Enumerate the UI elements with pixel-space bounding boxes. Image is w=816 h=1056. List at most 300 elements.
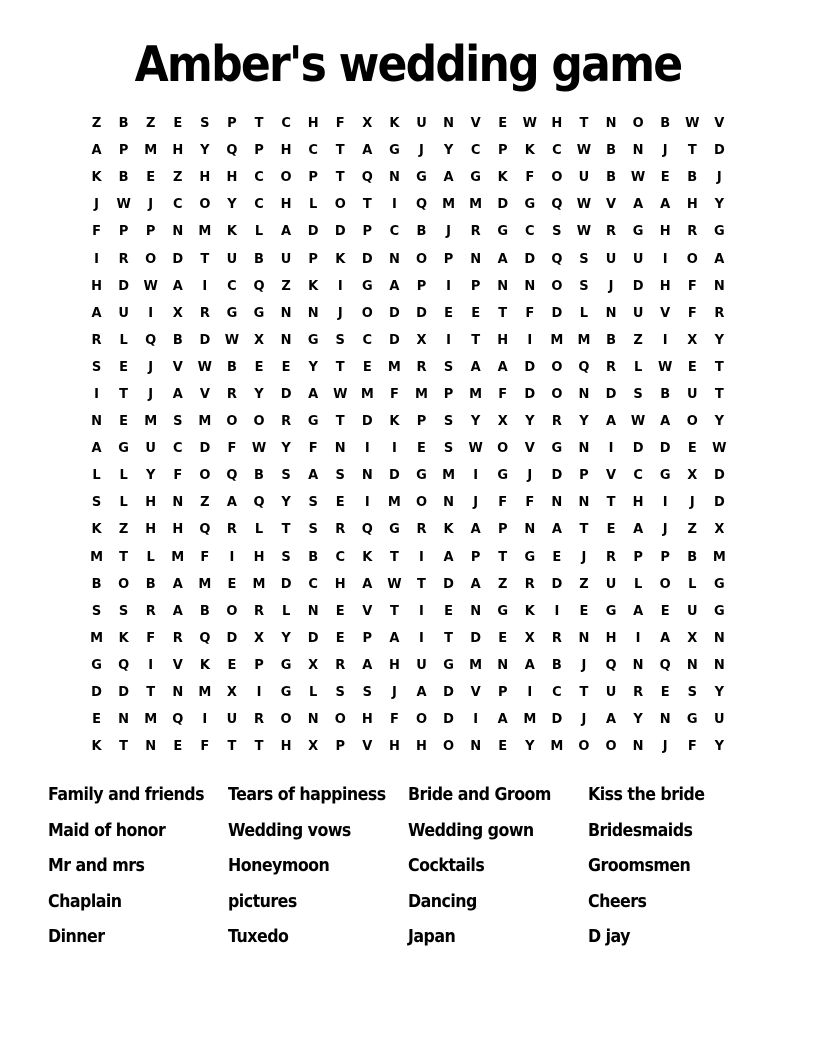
- grid-letter[interactable]: O: [686, 414, 698, 430]
- grid-letter[interactable]: G: [226, 305, 238, 321]
- grid-letter[interactable]: F: [146, 630, 156, 646]
- grid-letter[interactable]: O: [686, 251, 698, 267]
- grid-letter[interactable]: X: [687, 468, 698, 484]
- grid-letter[interactable]: I: [364, 441, 370, 457]
- grid-letter[interactable]: D: [226, 630, 238, 646]
- grid-letter[interactable]: Z: [145, 116, 156, 132]
- grid-letter[interactable]: E: [687, 359, 697, 375]
- grid-letter[interactable]: U: [714, 712, 725, 728]
- grid-letter[interactable]: S: [633, 386, 643, 402]
- grid-letter[interactable]: R: [254, 712, 265, 728]
- grid-letter[interactable]: P: [633, 549, 643, 565]
- grid-letter[interactable]: I: [473, 712, 479, 728]
- grid-letter[interactable]: D: [524, 251, 536, 267]
- grid-letter[interactable]: G: [714, 603, 725, 619]
- grid-letter[interactable]: E: [498, 739, 508, 755]
- grid-letter[interactable]: N: [551, 495, 563, 511]
- grid-letter[interactable]: I: [662, 495, 668, 511]
- grid-letter[interactable]: N: [118, 712, 130, 728]
- grid-letter[interactable]: R: [551, 630, 562, 646]
- grid-letter[interactable]: J: [148, 359, 154, 375]
- grid-letter[interactable]: O: [551, 386, 563, 402]
- grid-letter[interactable]: A: [172, 386, 183, 402]
- grid-letter[interactable]: P: [497, 685, 508, 701]
- grid-letter[interactable]: G: [632, 224, 644, 240]
- grid-letter[interactable]: C: [525, 224, 535, 240]
- grid-letter[interactable]: O: [443, 739, 455, 755]
- grid-letter[interactable]: U: [632, 251, 644, 267]
- grid-letter[interactable]: N: [470, 739, 482, 755]
- grid-letter[interactable]: R: [91, 332, 102, 348]
- grid-letter[interactable]: R: [254, 603, 265, 619]
- grid-letter[interactable]: N: [605, 305, 617, 321]
- grid-letter[interactable]: T: [498, 305, 508, 321]
- grid-letter[interactable]: E: [146, 170, 156, 186]
- grid-letter[interactable]: N: [145, 739, 157, 755]
- grid-letter[interactable]: N: [713, 630, 725, 646]
- grid-letter[interactable]: S: [552, 224, 562, 240]
- grid-letter[interactable]: S: [308, 495, 318, 511]
- grid-letter[interactable]: D: [389, 468, 400, 484]
- grid-letter[interactable]: R: [524, 576, 535, 592]
- grid-letter[interactable]: O: [605, 739, 617, 755]
- grid-letter[interactable]: E: [660, 685, 670, 701]
- grid-letter[interactable]: D: [443, 576, 454, 592]
- grid-letter[interactable]: G: [307, 414, 319, 430]
- grid-letter[interactable]: M: [90, 630, 103, 646]
- grid-letter[interactable]: S: [173, 414, 183, 430]
- grid-letter[interactable]: T: [146, 685, 156, 701]
- grid-letter[interactable]: O: [497, 441, 509, 457]
- grid-letter[interactable]: S: [443, 359, 454, 375]
- grid-letter[interactable]: V: [714, 116, 725, 132]
- grid-letter[interactable]: R: [145, 603, 156, 619]
- grid-letter[interactable]: S: [281, 549, 291, 565]
- grid-letter[interactable]: Z: [200, 495, 210, 511]
- grid-letter[interactable]: V: [199, 386, 210, 402]
- grid-letter[interactable]: H: [172, 522, 184, 538]
- grid-letter[interactable]: Y: [633, 712, 643, 728]
- grid-letter[interactable]: Q: [361, 522, 373, 538]
- grid-letter[interactable]: P: [118, 143, 129, 159]
- grid-letter[interactable]: D: [389, 332, 400, 348]
- grid-letter[interactable]: L: [281, 603, 291, 619]
- grid-letter[interactable]: Z: [633, 332, 643, 348]
- grid-letter[interactable]: Y: [281, 495, 291, 511]
- grid-letter[interactable]: K: [524, 603, 535, 619]
- grid-letter[interactable]: U: [605, 251, 617, 267]
- grid-letter[interactable]: I: [337, 278, 343, 294]
- grid-letter[interactable]: M: [90, 549, 103, 565]
- grid-letter[interactable]: P: [145, 224, 156, 240]
- grid-letter[interactable]: B: [606, 143, 616, 159]
- grid-letter[interactable]: Y: [145, 468, 156, 484]
- grid-letter[interactable]: E: [471, 305, 481, 321]
- grid-letter[interactable]: K: [335, 251, 346, 267]
- grid-letter[interactable]: P: [470, 549, 481, 565]
- grid-letter[interactable]: K: [524, 143, 535, 159]
- grid-letter[interactable]: O: [145, 251, 157, 267]
- grid-letter[interactable]: A: [633, 522, 644, 538]
- grid-letter[interactable]: N: [524, 278, 536, 294]
- grid-letter[interactable]: A: [91, 305, 102, 321]
- grid-letter[interactable]: N: [91, 414, 102, 430]
- grid-letter[interactable]: W: [143, 278, 158, 294]
- grid-letter[interactable]: F: [687, 305, 697, 321]
- grid-letter[interactable]: C: [173, 441, 183, 457]
- grid-letter[interactable]: D: [118, 278, 130, 294]
- grid-letter[interactable]: B: [687, 549, 698, 565]
- grid-letter[interactable]: T: [335, 170, 345, 186]
- grid-letter[interactable]: Q: [578, 359, 590, 375]
- grid-letter[interactable]: D: [524, 386, 536, 402]
- grid-letter[interactable]: H: [307, 116, 319, 132]
- grid-letter[interactable]: K: [443, 522, 454, 538]
- grid-letter[interactable]: Q: [551, 197, 563, 213]
- grid-letter[interactable]: L: [254, 522, 264, 538]
- grid-letter[interactable]: J: [581, 712, 587, 728]
- grid-letter[interactable]: D: [361, 414, 373, 430]
- grid-letter[interactable]: Q: [172, 712, 184, 728]
- grid-letter[interactable]: N: [172, 224, 184, 240]
- grid-letter[interactable]: A: [470, 522, 481, 538]
- grid-letter[interactable]: D: [172, 251, 184, 267]
- grid-letter[interactable]: M: [550, 332, 564, 348]
- grid-letter[interactable]: T: [281, 522, 291, 538]
- grid-letter[interactable]: E: [335, 495, 345, 511]
- grid-letter[interactable]: M: [387, 495, 401, 511]
- grid-letter[interactable]: B: [172, 332, 183, 348]
- grid-letter[interactable]: T: [335, 143, 345, 159]
- grid-letter[interactable]: B: [145, 576, 156, 592]
- grid-letter[interactable]: V: [470, 685, 481, 701]
- grid-letter[interactable]: Z: [118, 522, 129, 538]
- grid-letter[interactable]: B: [226, 359, 237, 375]
- grid-letter[interactable]: G: [551, 441, 563, 457]
- grid-letter[interactable]: G: [659, 468, 671, 484]
- grid-letter[interactable]: M: [198, 414, 212, 430]
- grid-letter[interactable]: R: [335, 522, 346, 538]
- grid-letter[interactable]: T: [200, 251, 210, 267]
- grid-letter[interactable]: T: [335, 414, 345, 430]
- grid-letter[interactable]: B: [308, 549, 319, 565]
- grid-letter[interactable]: S: [308, 522, 318, 538]
- grid-letter[interactable]: D: [659, 441, 671, 457]
- grid-letter[interactable]: T: [254, 116, 264, 132]
- grid-letter[interactable]: U: [632, 305, 644, 321]
- grid-letter[interactable]: B: [660, 116, 671, 132]
- grid-letter[interactable]: O: [199, 197, 211, 213]
- grid-letter[interactable]: K: [308, 278, 319, 294]
- grid-letter[interactable]: M: [469, 386, 483, 402]
- grid-letter[interactable]: A: [172, 603, 183, 619]
- grid-letter[interactable]: J: [148, 386, 154, 402]
- grid-letter[interactable]: G: [605, 603, 617, 619]
- grid-letter[interactable]: T: [119, 739, 129, 755]
- grid-letter[interactable]: X: [362, 116, 373, 132]
- grid-letter[interactable]: S: [200, 116, 210, 132]
- grid-letter[interactable]: E: [444, 305, 453, 321]
- grid-letter[interactable]: F: [389, 386, 399, 402]
- grid-letter[interactable]: F: [525, 495, 535, 511]
- grid-letter[interactable]: A: [633, 603, 644, 619]
- grid-letter[interactable]: Q: [659, 657, 671, 673]
- grid-letter[interactable]: E: [498, 116, 508, 132]
- grid-letter[interactable]: P: [118, 224, 129, 240]
- grid-letter[interactable]: N: [632, 739, 644, 755]
- grid-letter[interactable]: A: [416, 685, 427, 701]
- grid-letter[interactable]: S: [579, 251, 589, 267]
- grid-letter[interactable]: A: [660, 630, 671, 646]
- grid-letter[interactable]: E: [227, 657, 237, 673]
- grid-letter[interactable]: U: [145, 441, 156, 457]
- grid-letter[interactable]: E: [444, 603, 453, 619]
- grid-letter[interactable]: N: [470, 603, 482, 619]
- grid-letter[interactable]: D: [713, 468, 725, 484]
- grid-letter[interactable]: B: [118, 170, 129, 186]
- grid-letter[interactable]: A: [308, 468, 319, 484]
- grid-letter[interactable]: T: [389, 603, 399, 619]
- grid-letter[interactable]: L: [309, 685, 318, 701]
- grid-letter[interactable]: Y: [200, 143, 210, 159]
- grid-letter[interactable]: V: [172, 657, 183, 673]
- grid-letter[interactable]: D: [416, 305, 427, 321]
- grid-letter[interactable]: A: [172, 278, 183, 294]
- grid-letter[interactable]: D: [443, 685, 454, 701]
- grid-letter[interactable]: A: [524, 657, 535, 673]
- grid-letter[interactable]: D: [605, 386, 617, 402]
- grid-letter[interactable]: V: [605, 197, 617, 213]
- grid-letter[interactable]: P: [227, 116, 237, 132]
- grid-letter[interactable]: A: [551, 522, 562, 538]
- grid-letter[interactable]: C: [552, 143, 562, 159]
- grid-letter[interactable]: I: [94, 386, 99, 402]
- grid-letter[interactable]: G: [524, 549, 536, 565]
- grid-letter[interactable]: A: [172, 576, 183, 592]
- grid-letter[interactable]: P: [497, 143, 508, 159]
- grid-letter[interactable]: I: [446, 332, 451, 348]
- grid-letter[interactable]: D: [199, 332, 211, 348]
- grid-letter[interactable]: D: [713, 495, 725, 511]
- grid-letter[interactable]: X: [687, 630, 698, 646]
- grid-letter[interactable]: M: [442, 468, 456, 484]
- grid-letter[interactable]: L: [633, 359, 643, 375]
- grid-letter[interactable]: Z: [687, 522, 697, 538]
- grid-letter[interactable]: M: [360, 386, 374, 402]
- grid-letter[interactable]: K: [389, 116, 400, 132]
- grid-letter[interactable]: N: [578, 441, 590, 457]
- grid-letter[interactable]: D: [470, 630, 482, 646]
- grid-letter[interactable]: D: [551, 712, 563, 728]
- grid-letter[interactable]: O: [415, 712, 427, 728]
- grid-letter[interactable]: O: [659, 576, 671, 592]
- grid-letter[interactable]: E: [119, 414, 129, 430]
- grid-letter[interactable]: P: [308, 251, 318, 267]
- grid-letter[interactable]: E: [335, 630, 345, 646]
- grid-letter[interactable]: W: [630, 170, 646, 186]
- grid-letter[interactable]: O: [280, 712, 292, 728]
- grid-letter[interactable]: E: [660, 170, 670, 186]
- grid-letter[interactable]: B: [551, 657, 562, 673]
- grid-letter[interactable]: K: [226, 224, 237, 240]
- grid-letter[interactable]: L: [146, 549, 155, 565]
- grid-letter[interactable]: O: [226, 603, 238, 619]
- grid-letter[interactable]: A: [91, 441, 102, 457]
- grid-letter[interactable]: A: [226, 495, 237, 511]
- grid-letter[interactable]: U: [605, 576, 617, 592]
- grid-letter[interactable]: R: [470, 224, 481, 240]
- grid-letter[interactable]: N: [443, 495, 454, 511]
- grid-letter[interactable]: U: [686, 603, 698, 619]
- grid-letter[interactable]: T: [254, 739, 264, 755]
- grid-letter[interactable]: F: [335, 116, 345, 132]
- grid-letter[interactable]: A: [605, 712, 617, 728]
- grid-letter[interactable]: B: [254, 468, 264, 484]
- grid-letter[interactable]: E: [227, 576, 237, 592]
- grid-letter[interactable]: J: [148, 197, 154, 213]
- grid-letter[interactable]: S: [579, 278, 589, 294]
- grid-letter[interactable]: N: [497, 657, 509, 673]
- grid-letter[interactable]: N: [578, 495, 590, 511]
- grid-letter[interactable]: W: [224, 332, 240, 348]
- grid-letter[interactable]: P: [497, 522, 508, 538]
- grid-letter[interactable]: H: [280, 143, 292, 159]
- grid-letter[interactable]: B: [199, 603, 210, 619]
- grid-letter[interactable]: X: [524, 630, 535, 646]
- grid-letter[interactable]: Y: [714, 332, 725, 348]
- grid-letter[interactable]: I: [256, 685, 262, 701]
- grid-letter[interactable]: Y: [714, 197, 725, 213]
- grid-letter[interactable]: R: [335, 657, 346, 673]
- grid-letter[interactable]: O: [551, 278, 563, 294]
- grid-letter[interactable]: W: [576, 197, 592, 213]
- grid-letter[interactable]: N: [388, 170, 400, 186]
- grid-letter[interactable]: J: [391, 685, 397, 701]
- grid-letter[interactable]: H: [199, 170, 211, 186]
- grid-letter[interactable]: V: [362, 603, 373, 619]
- grid-letter[interactable]: W: [658, 359, 673, 375]
- grid-letter[interactable]: O: [253, 414, 265, 430]
- grid-letter[interactable]: S: [281, 468, 291, 484]
- grid-letter[interactable]: L: [119, 495, 128, 511]
- grid-letter[interactable]: K: [91, 522, 102, 538]
- grid-letter[interactable]: L: [254, 224, 264, 240]
- grid-letter[interactable]: Y: [714, 739, 725, 755]
- grid-letter[interactable]: F: [200, 549, 210, 565]
- grid-letter[interactable]: K: [362, 549, 373, 565]
- grid-letter[interactable]: P: [416, 278, 427, 294]
- grid-letter[interactable]: M: [469, 657, 483, 673]
- grid-letter[interactable]: X: [497, 414, 508, 430]
- grid-letter[interactable]: H: [280, 197, 292, 213]
- grid-letter[interactable]: H: [686, 197, 698, 213]
- grid-letter[interactable]: E: [173, 116, 183, 132]
- grid-letter[interactable]: P: [660, 549, 670, 565]
- grid-letter[interactable]: S: [335, 468, 345, 484]
- grid-letter[interactable]: J: [716, 170, 722, 186]
- grid-letter[interactable]: R: [714, 305, 725, 321]
- grid-letter[interactable]: Y: [470, 414, 481, 430]
- grid-letter[interactable]: H: [145, 495, 157, 511]
- grid-letter[interactable]: B: [687, 170, 698, 186]
- grid-letter[interactable]: H: [145, 522, 157, 538]
- grid-letter[interactable]: F: [308, 441, 318, 457]
- grid-letter[interactable]: F: [200, 739, 210, 755]
- grid-letter[interactable]: D: [307, 630, 319, 646]
- grid-letter[interactable]: F: [687, 739, 697, 755]
- grid-letter[interactable]: L: [688, 576, 697, 592]
- grid-letter[interactable]: H: [172, 143, 184, 159]
- grid-letter[interactable]: A: [443, 549, 454, 565]
- grid-letter[interactable]: J: [662, 143, 668, 159]
- grid-letter[interactable]: T: [362, 197, 372, 213]
- grid-letter[interactable]: E: [417, 441, 426, 457]
- grid-letter[interactable]: D: [91, 685, 102, 701]
- grid-letter[interactable]: Y: [281, 630, 291, 646]
- grid-letter[interactable]: W: [630, 414, 646, 430]
- grid-letter[interactable]: C: [389, 224, 400, 240]
- grid-letter[interactable]: B: [91, 576, 102, 592]
- grid-letter[interactable]: R: [416, 359, 427, 375]
- grid-letter[interactable]: T: [471, 332, 481, 348]
- grid-letter[interactable]: Y: [714, 685, 725, 701]
- grid-letter[interactable]: H: [632, 495, 644, 511]
- grid-letter[interactable]: T: [579, 522, 589, 538]
- grid-letter[interactable]: G: [361, 278, 373, 294]
- grid-letter[interactable]: I: [202, 278, 208, 294]
- grid-letter[interactable]: J: [581, 549, 587, 565]
- grid-letter[interactable]: H: [334, 576, 346, 592]
- grid-letter[interactable]: H: [91, 278, 102, 294]
- grid-letter[interactable]: R: [199, 305, 210, 321]
- grid-letter[interactable]: R: [606, 549, 617, 565]
- grid-letter[interactable]: C: [308, 143, 318, 159]
- grid-letter[interactable]: C: [335, 549, 346, 565]
- grid-letter[interactable]: F: [498, 495, 508, 511]
- grid-letter[interactable]: W: [712, 441, 727, 457]
- grid-letter[interactable]: L: [92, 468, 101, 484]
- grid-letter[interactable]: U: [280, 251, 292, 267]
- grid-letter[interactable]: T: [444, 630, 453, 646]
- grid-letter[interactable]: Z: [497, 576, 508, 592]
- grid-letter[interactable]: B: [416, 224, 427, 240]
- grid-letter[interactable]: Z: [281, 278, 291, 294]
- grid-letter[interactable]: M: [550, 739, 564, 755]
- grid-letter[interactable]: I: [527, 332, 533, 348]
- grid-letter[interactable]: M: [252, 576, 266, 592]
- grid-letter[interactable]: J: [689, 495, 695, 511]
- grid-letter[interactable]: S: [443, 441, 454, 457]
- grid-letter[interactable]: R: [118, 251, 129, 267]
- grid-letter[interactable]: K: [199, 657, 210, 673]
- grid-letter[interactable]: Q: [605, 657, 617, 673]
- grid-letter[interactable]: R: [172, 630, 183, 646]
- grid-letter[interactable]: W: [251, 441, 267, 457]
- grid-letter[interactable]: H: [605, 630, 617, 646]
- grid-letter[interactable]: C: [254, 170, 264, 186]
- grid-letter[interactable]: Y: [714, 414, 725, 430]
- grid-letter[interactable]: A: [633, 197, 644, 213]
- grid-letter[interactable]: I: [473, 468, 479, 484]
- grid-letter[interactable]: G: [714, 224, 725, 240]
- grid-letter[interactable]: U: [605, 685, 617, 701]
- grid-letter[interactable]: K: [118, 630, 129, 646]
- grid-letter[interactable]: A: [605, 414, 617, 430]
- grid-letter[interactable]: A: [714, 251, 725, 267]
- grid-letter[interactable]: N: [578, 386, 590, 402]
- grid-letter[interactable]: R: [606, 224, 617, 240]
- grid-letter[interactable]: H: [361, 712, 373, 728]
